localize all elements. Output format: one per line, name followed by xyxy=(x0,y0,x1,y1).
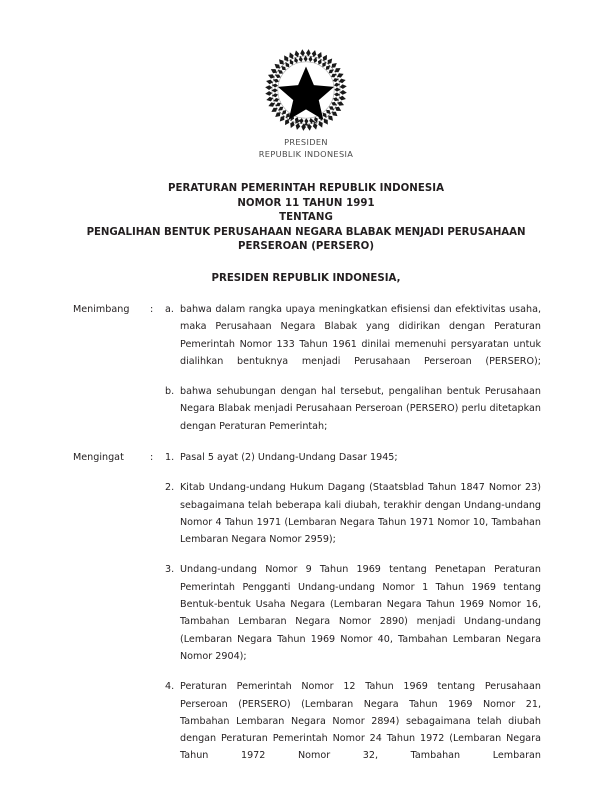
list-item xyxy=(165,678,541,764)
title-line-2-number: NOMOR 11 TAHUN 1991 xyxy=(237,197,375,209)
clause-colon-mengingat: : xyxy=(150,452,154,463)
list-item xyxy=(165,561,541,665)
item-text: Pasal 5 ayat (2) Undang-Undang Dasar 1945; xyxy=(180,452,398,463)
item-text: bahwa dalam rangka upaya meningkatkan efisiensi dan efektivitas usaha, maka Perusahaan Negara Blabak yang didirikan dengan Peraturan Pemerintah Nomor 133 Tahun 1961 dinilai memenuhi persyaratan untuk dialihkan bentuknya menjadi Perusahaan Perseroan (PERSERO); xyxy=(180,304,541,367)
president-heading: PRESIDEN REPUBLIK INDONESIA, xyxy=(211,273,401,284)
list-item xyxy=(165,479,541,548)
clause-body-mengingat xyxy=(165,449,541,765)
item-marker: 3. xyxy=(165,564,175,576)
title-line-1: PERATURAN PEMERINTAH REPUBLIK INDONESIA xyxy=(167,183,445,194)
list-item xyxy=(165,383,541,435)
title-line-3-tentang: TENTANG xyxy=(279,212,333,224)
item-marker: 1. xyxy=(165,452,175,463)
presidential-emblem-block xyxy=(0,48,612,160)
item-text: Peraturan Pemerintah Nomor 12 Tahun 1969 tentang Perusahaan Perseroan (PERSERO) (Lembaran Negara Tahun 1969 Nomor 21, Tambahan Lembaran Negara Nomor 2894) sebagaimana telah diubah dengan Peraturan Pemerintah Nomor 24 Tahun 1972 (Lembaran Negara Tahun 1972 Nomor 32, Tambahan Lembaran xyxy=(180,681,541,762)
clause-colon-menimbang: : xyxy=(150,304,154,315)
clause-menimbang xyxy=(73,301,541,435)
clause-label-menimbang: Menimbang xyxy=(73,304,130,315)
item-text: Kitab Undang-undang Hukum Dagang (Staatsblad Tahun 1847 Nomor 23) sebagaimana telah beberapa kali diubah, terakhir dengan Undang-undang Nomor 4 Tahun 1971 (Lembaran Negara Tahun 1971 Nomor 10, Tambahan Lembaran Negara Nomor 2959); xyxy=(180,482,541,546)
document-title-block xyxy=(56,182,556,255)
emblem-caption-line1: PRESIDEN xyxy=(284,137,328,147)
title-line-4-subject: PENGALIHAN BENTUK PERUSAHAAN NEGARA BLABAK MENJADI PERUSAHAAN xyxy=(86,226,526,238)
clause-label-mengingat: Mengingat xyxy=(73,452,124,463)
clause-body-menimbang xyxy=(165,301,541,435)
item-marker: a. xyxy=(165,304,174,315)
clause-mengingat xyxy=(73,449,541,765)
item-marker: 2. xyxy=(165,482,175,494)
emblem-caption-line2: REPUBLIK INDONESIA xyxy=(258,148,354,159)
item-text: bahwa sehubungan dengan hal tersebut, pengalihan bentuk Perusahaan Negara Blabak menjadi Perusahaan Perseroan (PERSERO) perlu ditetapkan dengan Peraturan Pemerintah; xyxy=(180,386,541,432)
list-item xyxy=(165,449,541,466)
item-marker: b. xyxy=(165,386,175,398)
list-item xyxy=(165,301,541,370)
item-marker: 4. xyxy=(165,681,175,693)
emblem-caption xyxy=(0,137,612,160)
title-line-5-subject-cont: PERSEROAN (PERSERO) xyxy=(237,241,375,253)
indonesia-presidential-seal-icon xyxy=(264,48,348,132)
item-text: Undang-undang Nomor 9 Tahun 1969 tentang Penetapan Peraturan Pemerintah Pengganti Undang-undang Nomor 1 Tahun 1969 tentang Bentuk-bentuk Usaha Negara (Lembaran Negara Tahun 1969 Nomor 16, Tambahan Lembaran Negara Nomor 2890) menjadi Undang-undang (Lembaran Negara Tahun 1969 Nomor 40, Tambahan Lembaran Negara Nomor 2904); xyxy=(180,564,541,662)
